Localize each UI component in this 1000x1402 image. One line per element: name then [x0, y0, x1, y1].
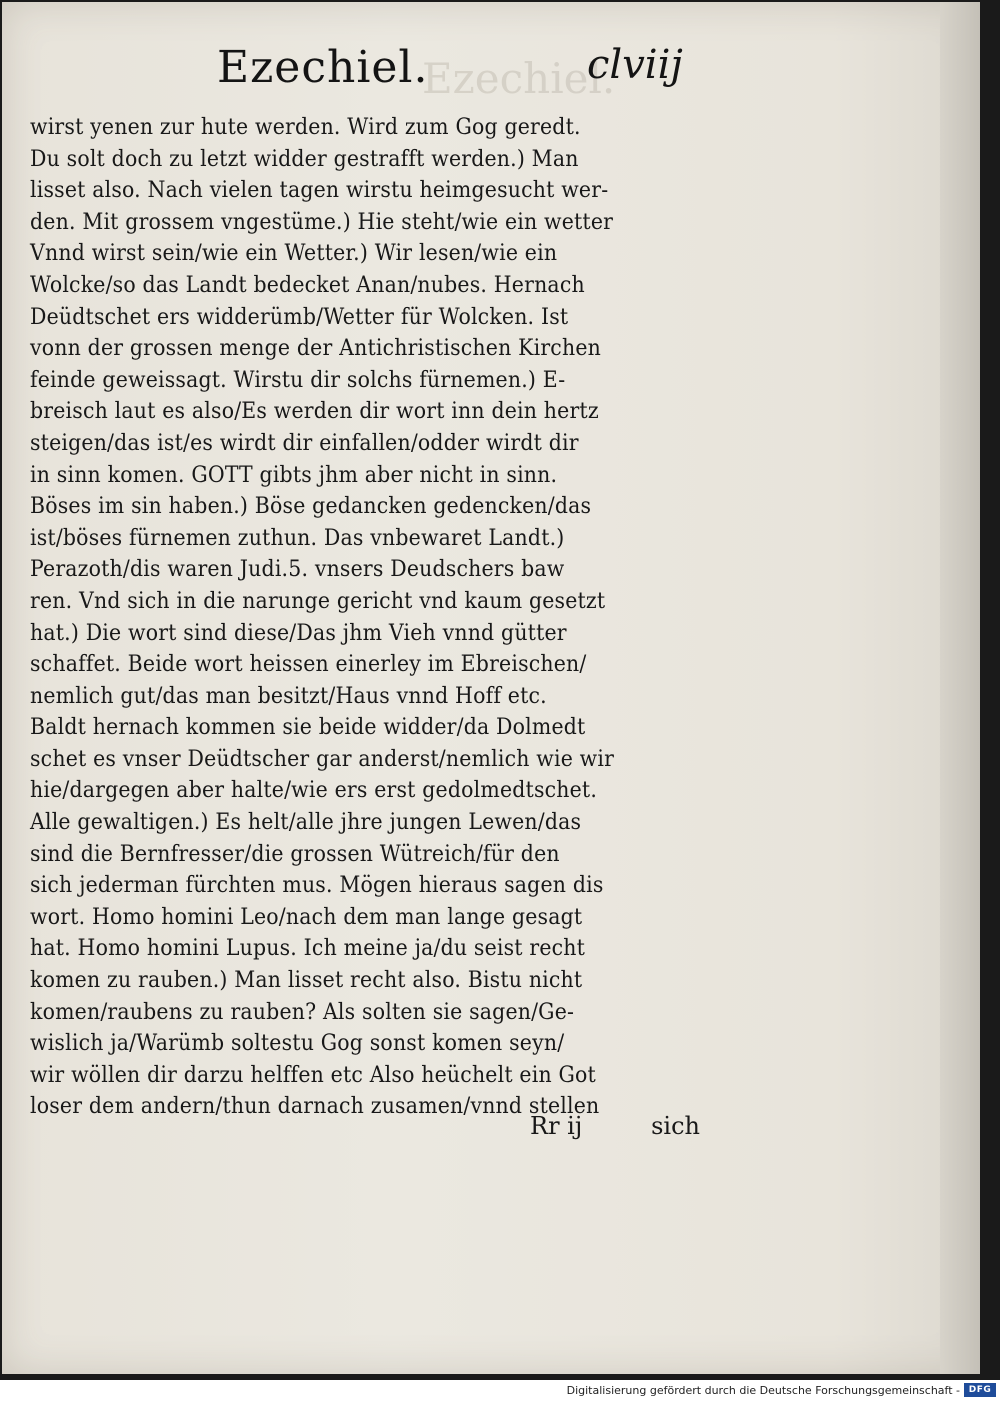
text-line: Du solt doch zu letzt widder gestrafft werden.) Man: [30, 146, 579, 172]
show-through-text: Ezechiel.: [422, 54, 616, 103]
text-line: feinde geweissagt. Wirstu dir solchs fürnemen.) E-: [30, 367, 566, 393]
page-header: [2, 34, 942, 104]
text-line: wort. Homo homini Leo/nach dem man lange gesagt: [30, 904, 583, 930]
text-line: in sinn komen. GOTT gibts jhm aber nicht in sinn.: [30, 462, 558, 488]
text-line: nemlich gut/das man besitzt/Haus vnnd Hoff etc.: [30, 683, 547, 709]
catchword: sich: [651, 1112, 700, 1140]
text-line: Böses im sin haben.) Böse gedancken gedencken/das: [30, 494, 592, 520]
text-line: steigen/das ist/es wirdt dir einfallen/odder wirdt dir: [30, 430, 579, 456]
text-line: hie/dargegen aber halte/wie ers erst gedolmedtschet.: [30, 778, 598, 804]
text-line: Baldt hernach kommen sie beide widder/da Dolmedt: [30, 715, 586, 741]
folio-number: clviij: [587, 42, 683, 88]
text-line: Vnnd wirst sein/wie ein Wetter.) Wir lesen/wie ein: [30, 241, 558, 267]
text-line: wirst yenen zur hute werden. Wird zum Gog geredt.: [30, 115, 581, 140]
book-page: [2, 2, 980, 1374]
text-line: Wolcke/so das Landt bedecket Anan/nubes. Hernach: [30, 272, 585, 298]
text-line: schaffet. Beide wort heissen einerley im Ebreischen/: [30, 652, 587, 678]
text-line: hat.) Die wort sind diese/Das jhm Vieh vnnd gütter: [30, 620, 567, 646]
page-edge-strip: [940, 2, 980, 1374]
text-line: ren. Vnd sich in die narunge gericht vnd kaum gesetzt: [30, 588, 606, 614]
text-line: vonn der grossen menge der Antichristischen Kirchen: [30, 336, 601, 362]
dfg-credit[interactable]: Digitalisierung gefördert durch die Deutsche Forschungsgemeinschaft -: [566, 1384, 960, 1397]
text-line: Alle gewaltigen.) Es helt/alle jhre jungen Lewen/das: [30, 810, 582, 836]
text-line: komen zu rauben.) Man lisset recht also. Bistu nicht: [30, 968, 583, 994]
text-line: breisch laut es also/Es werden dir wort inn dein hertz: [30, 399, 599, 425]
text-line: loser dem andern/thun darnach zusamen/vnnd stellen: [30, 1094, 600, 1120]
text-line: ist/böses fürnemen zuthun. Das vnbewaret Landt.): [30, 525, 565, 551]
text-line: komen/raubens zu rauben? Als solten sie sagen/Ge-: [30, 999, 575, 1025]
text-line: lisset also. Nach vielen tagen wirstu heimgesucht wer-: [30, 178, 609, 204]
text-line: sind die Bernfresser/die grossen Wütreich/für den: [30, 841, 560, 867]
text-line: Deüdtschet ers widderümb/Wetter für Wolcken. Ist: [30, 304, 569, 330]
commentary-text: [30, 112, 710, 1123]
text-line: schet es vnser Deüdtscher gar anderst/nemlich wie wir: [30, 746, 615, 772]
signature-mark: Rr ij: [530, 1112, 583, 1140]
page-foot: [530, 1112, 700, 1144]
text-line: sich jederman fürchten mus. Mögen hieraus sagen dis: [30, 873, 604, 899]
text-line: wir wöllen dir darzu helffen etc Also heüchelt ein Got: [30, 1062, 596, 1088]
text-line: den. Mit grossem vngestüme.) Hie steht/wie ein wetter: [30, 209, 614, 235]
text-line: Perazoth/dis waren Judi.5. vnsers Deudschers baw: [30, 557, 565, 583]
text-line: wislich ja/Warümb soltestu Gog sonst komen seyn/: [30, 1031, 565, 1057]
text-line: hat. Homo homini Lupus. Ich meine ja/du seist recht: [30, 936, 586, 962]
digitization-footer: [0, 1380, 1000, 1402]
dfg-logo[interactable]: DFG: [964, 1383, 996, 1397]
running-head: Ezechiel.: [217, 42, 429, 93]
